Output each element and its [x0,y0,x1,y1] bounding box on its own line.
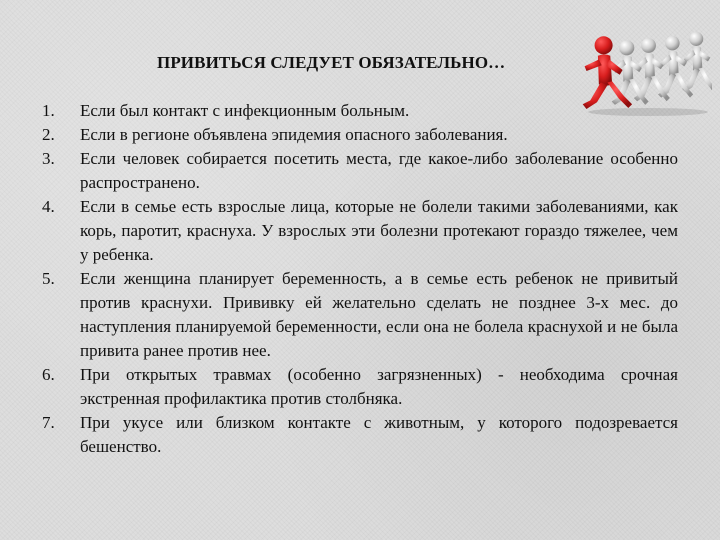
list-item [42,147,678,195]
item-number: 1. [42,101,55,120]
item-number: 2. [42,125,55,144]
list-item [42,267,678,363]
item-number: 5. [42,269,55,288]
item-text: Если человек собирается посетить места, где какое-либо заболевание особенно распространено. [80,149,678,192]
item-text: При укусе или близком контакте с животным, у которого подозревается бешенство. [80,413,678,456]
list-item [42,195,678,267]
list-item [42,411,678,459]
conditions-list [42,99,678,459]
item-number: 3. [42,149,55,168]
item-number: 4. [42,197,55,216]
item-text: Если был контакт с инфекционным больным. [80,101,410,120]
item-text: Если женщина планирует беременность, а в семье есть ребенок не привитый против краснухи. Прививку ей желательно сделать не позднее 3-х мес. до наступления планируемой беременности, если она не болела краснухой и не была привита ранее против нее. [80,269,678,360]
item-text: Если в семье есть взрослые лица, которые не болели такими заболеваниями, как корь, паротит, краснуха. У взрослых эти болезни протекают гораздо тяжелее, чем у ребенка. [80,197,678,264]
list-item [42,99,678,123]
list-item [42,363,678,411]
list-item [42,123,678,147]
item-text: При открытых травмах (особенно загрязненных) - необходима срочная экстренная профилактика против столбняка. [80,365,678,408]
item-number: 7. [42,413,55,432]
figure-grey-4 [682,32,712,92]
item-number: 6. [42,365,55,384]
slide-title: ПРИВИТЬСЯ СЛЕДУЕТ ОБЯЗАТЕЛЬНО… [157,53,506,72]
item-text: Если в регионе объявлена эпидемия опасного заболевания. [80,125,508,144]
